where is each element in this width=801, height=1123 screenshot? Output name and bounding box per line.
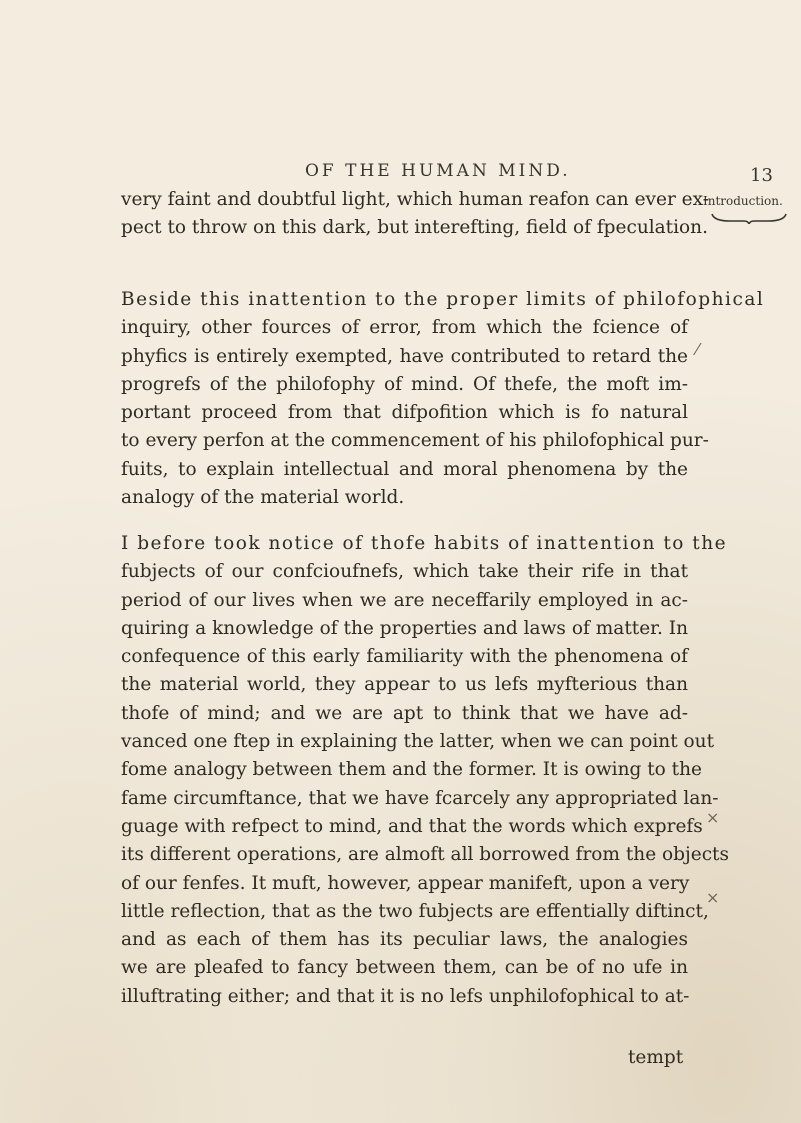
- paragraph-2: [121, 286, 765, 512]
- text-line: the material world, they appear to us lefs myfterious than: [121, 674, 688, 696]
- text-line: inquiry, other fources of error, from which the fcience of: [121, 317, 688, 339]
- text-line: fuits, to explain intellectual and moral phenomena by the: [121, 458, 688, 480]
- text-line: phyfics is entirely exempted, have contributed to retard the: [121, 345, 688, 367]
- pencil-mark-icon: ×: [706, 888, 720, 907]
- pencil-mark-icon: ⁄: [696, 340, 699, 359]
- text-line: guage with refpect to mind, and that the words which exprefs: [121, 815, 703, 837]
- text-line: its different operations, are almoft all borrowed from the objects: [121, 844, 729, 866]
- text-line: of our fenfes. It muft, however, appear manifeft, upon a very: [121, 872, 690, 894]
- text-line: and as each of them has its peculiar laws, the analogies: [121, 929, 688, 951]
- text-line: I before took notice of thofe habits of inattention to the: [121, 533, 728, 554]
- catchword: tempt: [628, 1047, 684, 1068]
- text-line: quiring a knowledge of the properties and laws of matter. In: [121, 617, 688, 639]
- text-line: vanced one ftep in explaining the latter, when we can point out: [121, 731, 715, 753]
- paragraph-1: [121, 186, 709, 243]
- text-line: very faint and doubtful light, which human reafon can ever ex-: [121, 189, 709, 210]
- text-line: thofe of mind; and we are apt to think that we have ad-: [121, 702, 688, 724]
- text-line: pect to throw on this dark, but interefting, field of fpeculation.: [121, 217, 708, 239]
- text-line: Beside this inattention to the proper limits of philofophical: [121, 289, 765, 310]
- running-head: OF THE HUMAN MIND.: [305, 161, 571, 181]
- text-line: fame circumftance, that we have fcarcely any appropriated lan-: [121, 787, 719, 809]
- text-line: analogy of the material world.: [121, 487, 405, 509]
- text-line: portant proceed from that difpofition which is fo natural: [121, 402, 688, 424]
- text-line: to every perfon at the commencement of his philofophical pur-: [121, 430, 709, 452]
- text-line: we are pleafed to fancy between them, can be of no ufe in: [121, 957, 688, 979]
- text-line: illuftrating either; and that it is no lefs unphilofophical to at-: [121, 985, 690, 1007]
- pencil-mark-icon: ×: [706, 808, 720, 827]
- text-line: confequence of this early familiarity with the phenomena of: [121, 646, 688, 668]
- text-line: fome analogy between them and the former. It is owing to the: [121, 759, 702, 781]
- text-line: little reflection, that as the two fubjects are effentially diftinct,: [121, 900, 709, 922]
- page-number: 13: [750, 165, 773, 186]
- text-line: period of our lives when we are neceffarily employed in ac-: [121, 589, 688, 611]
- margin-note: Introduction.: [703, 194, 783, 208]
- paragraph-3: [121, 530, 729, 1011]
- margin-brace-icon: [710, 212, 788, 224]
- text-line: progrefs of the philofophy of mind. Of thefe, the moft im-: [121, 373, 688, 395]
- text-line: fubjects of our confcioufnefs, which take their rife in that: [121, 561, 688, 583]
